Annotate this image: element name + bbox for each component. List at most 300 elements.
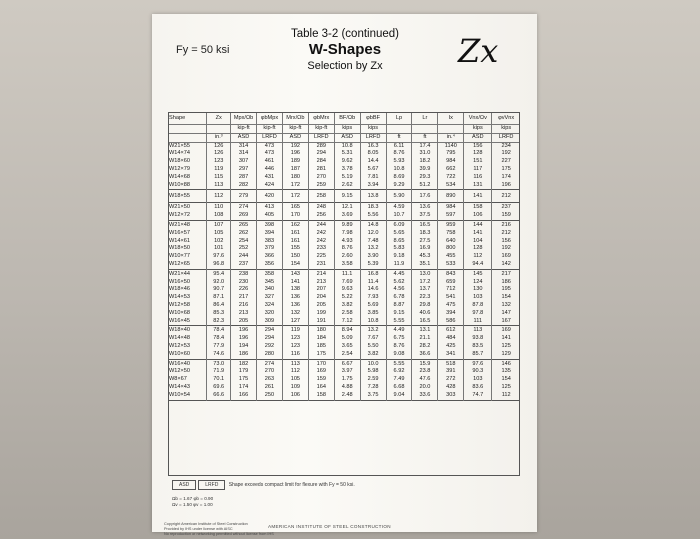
value-cell: 93.8	[464, 335, 492, 343]
value-cell: 14.8	[360, 220, 386, 229]
value-cell: 8.65	[386, 238, 412, 246]
value-cell: 73.0	[207, 359, 231, 368]
value-cell: 14.4	[360, 158, 386, 166]
value-cell: 984	[438, 158, 464, 166]
value-cell: 461	[257, 158, 283, 166]
value-cell: 541	[438, 294, 464, 302]
table-head	[168, 112, 520, 142]
value-cell: 31.0	[412, 150, 438, 158]
column-header: φvVnx	[492, 112, 520, 125]
value-cell: 97.8	[464, 310, 492, 318]
value-cell: 5.50	[360, 343, 386, 351]
value-cell: 141	[464, 230, 492, 238]
value-cell: 262	[231, 230, 257, 238]
column-header: kips	[360, 125, 386, 134]
w-shapes-table	[168, 112, 520, 401]
table-number: Table 3-2 (continued)	[290, 28, 400, 40]
value-cell: 108	[207, 212, 231, 220]
shape-cell: W14×61	[169, 237, 190, 244]
value-cell: 51.2	[412, 182, 438, 190]
shape-cell: W10×88	[169, 181, 190, 188]
value-cell: 265	[231, 220, 257, 229]
value-cell: 214	[308, 269, 334, 278]
value-cell: 126	[207, 142, 231, 150]
value-cell: 242	[308, 230, 334, 238]
value-cell: 424	[257, 182, 283, 190]
column-header: Lp	[386, 112, 412, 125]
value-cell: 242	[308, 238, 334, 246]
value-cell: 213	[308, 279, 334, 287]
value-cell: 10.8	[386, 166, 412, 174]
column-header: kip-ft	[282, 125, 308, 134]
value-cell: 167	[492, 318, 520, 326]
value-cell: 284	[308, 158, 334, 166]
shape-cell: W18×55	[168, 190, 207, 203]
value-cell: 29.8	[412, 302, 438, 310]
value-cell: 984	[438, 203, 464, 212]
value-cell: 205	[308, 302, 334, 310]
value-cell: 6.92	[386, 368, 412, 376]
value-cell: 473	[257, 150, 283, 158]
shape-cell: W8×67	[169, 376, 187, 383]
value-cell: 83.6	[464, 384, 492, 392]
shape-cell: W16×45	[169, 317, 190, 324]
table-title: W-Shapes	[308, 41, 382, 58]
value-cell: 179	[231, 368, 257, 376]
value-cell: 6.09	[386, 220, 412, 229]
table-row	[168, 326, 520, 335]
table-row	[168, 261, 520, 269]
copyright-line-2: Provided by IHS under license with AISC	[164, 526, 233, 531]
shape-cell: W14×74	[169, 150, 190, 157]
value-cell: 244	[308, 220, 334, 229]
column-header: LRFD	[492, 133, 520, 142]
value-cell: 4.45	[386, 269, 412, 278]
value-cell: 37.5	[412, 212, 438, 220]
table-row	[168, 384, 520, 392]
value-cell: 3.82	[334, 302, 360, 310]
value-cell: 212	[492, 190, 520, 203]
value-cell: 205	[231, 318, 257, 326]
shape-cell: W12×53	[169, 342, 190, 349]
value-cell: 233	[308, 245, 334, 253]
table-row	[168, 253, 520, 261]
value-cell: 103	[464, 294, 492, 302]
value-cell: 127	[282, 318, 308, 326]
table-row	[168, 245, 520, 253]
value-cell: 112	[492, 392, 520, 400]
value-cell: 294	[257, 326, 283, 335]
value-cell: 186	[492, 279, 520, 287]
value-cell: 82.3	[207, 318, 231, 326]
value-cell: 217	[492, 269, 520, 278]
value-cell: 77.9	[207, 343, 231, 351]
shape-cell: W18×46	[169, 286, 190, 293]
value-cell: 234	[492, 142, 520, 150]
value-cell: 294	[308, 150, 334, 158]
value-cell: 159	[308, 376, 334, 384]
column-header: Ix	[438, 112, 464, 125]
table-subtitle: Selection by Zx	[307, 60, 383, 72]
value-cell: 92.0	[207, 279, 231, 287]
value-cell: 256	[308, 212, 334, 220]
value-cell: 7.67	[360, 335, 386, 343]
value-cell: 8.94	[334, 326, 360, 335]
value-cell: 185	[308, 343, 334, 351]
value-cell: 13.2	[360, 245, 386, 253]
value-cell: 158	[464, 203, 492, 212]
shape-cell: W21×48	[168, 220, 207, 229]
table-row	[168, 238, 520, 246]
value-cell: 125	[492, 343, 520, 351]
value-cell: 90.3	[464, 368, 492, 376]
value-cell: 4.88	[334, 384, 360, 392]
value-cell: 4.49	[386, 326, 412, 335]
value-cell: 13.1	[412, 326, 438, 335]
value-cell: 8.76	[334, 245, 360, 253]
value-cell: 5.22	[334, 294, 360, 302]
value-cell: 104	[464, 238, 492, 246]
value-cell: 270	[308, 174, 334, 182]
value-cell: 3.97	[334, 368, 360, 376]
value-cell: 102	[207, 238, 231, 246]
value-cell: 189	[282, 158, 308, 166]
value-cell: 4.59	[386, 203, 412, 212]
value-cell: 9.04	[386, 392, 412, 400]
value-cell: 366	[257, 253, 283, 261]
table-row	[168, 376, 520, 384]
table-row	[168, 166, 520, 174]
copyright-line-1: Copyright American Institute of Steel Construction	[164, 522, 248, 526]
value-cell: 2.54	[334, 351, 360, 359]
table-row	[168, 294, 520, 302]
value-cell: 1140	[438, 142, 464, 150]
value-cell: 254	[231, 238, 257, 246]
table-row	[168, 318, 520, 326]
table-row	[168, 158, 520, 166]
value-cell: 292	[257, 343, 283, 351]
value-cell: 281	[308, 166, 334, 174]
table-row	[168, 150, 520, 158]
value-cell: 35.1	[412, 261, 438, 269]
value-cell: 216	[231, 302, 257, 310]
value-cell: 7.49	[386, 376, 412, 384]
value-cell: 94.4	[464, 261, 492, 269]
value-cell: 130	[464, 286, 492, 294]
value-cell: 7.93	[360, 294, 386, 302]
value-cell: 9.62	[334, 158, 360, 166]
value-cell: 161	[282, 230, 308, 238]
table-row	[168, 269, 520, 278]
table-row	[168, 279, 520, 287]
table-row	[168, 343, 520, 351]
value-cell: 192	[282, 142, 308, 150]
value-cell: 6.11	[386, 142, 412, 150]
value-cell: 15.9	[412, 359, 438, 368]
table-row	[168, 190, 520, 203]
value-cell: 3.58	[334, 261, 360, 269]
shape-cell: W14×53	[169, 294, 190, 301]
value-cell: 398	[257, 220, 283, 229]
value-cell: 147	[492, 310, 520, 318]
value-cell: 6.67	[334, 359, 360, 368]
value-cell: 132	[492, 302, 520, 310]
table-row	[168, 351, 520, 359]
value-cell: 36.6	[412, 351, 438, 359]
value-cell: 165	[282, 203, 308, 212]
value-cell: 5.69	[360, 302, 386, 310]
value-cell: 252	[231, 245, 257, 253]
value-cell: 16.9	[412, 245, 438, 253]
value-cell: 97.6	[207, 253, 231, 261]
value-cell: 4.56	[386, 286, 412, 294]
value-cell: 85.3	[207, 310, 231, 318]
value-cell: 18.3	[412, 230, 438, 238]
value-cell: 194	[231, 343, 257, 351]
value-cell: 394	[257, 230, 283, 238]
value-cell: 129	[492, 351, 520, 359]
value-cell: 248	[308, 203, 334, 212]
value-cell: 269	[231, 212, 257, 220]
value-cell: 96.8	[207, 261, 231, 269]
value-cell: 132	[282, 310, 308, 318]
value-cell: 843	[438, 269, 464, 278]
value-cell: 9.15	[334, 190, 360, 203]
value-cell: 9.89	[334, 220, 360, 229]
value-cell: 95.4	[207, 269, 231, 278]
value-cell: 156	[492, 238, 520, 246]
value-cell: 7.69	[334, 279, 360, 287]
shape-cell: W10×77	[169, 253, 190, 260]
value-cell: 166	[231, 392, 257, 400]
column-header	[412, 125, 438, 134]
value-cell: 237	[231, 261, 257, 269]
value-cell: 231	[308, 261, 334, 269]
value-cell: 10.8	[334, 142, 360, 150]
shape-cell: W12×58	[169, 301, 190, 308]
value-cell: 341	[438, 351, 464, 359]
value-cell: 431	[257, 174, 283, 182]
column-header: Mpx/Ωb	[231, 112, 257, 125]
value-cell: 151	[464, 158, 492, 166]
zx-symbol: Zx	[458, 32, 499, 70]
factor-legend	[172, 496, 213, 508]
shape-cell: W10×60	[169, 350, 190, 357]
legend-line-2: Ωv = 1.50 φv = 1.00	[172, 502, 213, 507]
shape-cell: W12×65	[169, 260, 190, 267]
value-cell: 184	[308, 335, 334, 343]
column-header: ft	[412, 133, 438, 142]
column-header: kip-ft	[257, 125, 283, 134]
value-cell: 9.18	[386, 253, 412, 261]
value-cell: 45.3	[412, 253, 438, 261]
value-cell: 420	[257, 190, 283, 203]
column-header: LRFD	[360, 133, 386, 142]
value-cell: 10.8	[360, 318, 386, 326]
value-cell: 135	[492, 368, 520, 376]
value-cell: 8.76	[386, 343, 412, 351]
value-cell: 270	[257, 368, 283, 376]
value-cell: 259	[308, 182, 334, 190]
value-cell: 959	[438, 220, 464, 229]
value-cell: 112	[282, 368, 308, 376]
value-cell: 795	[438, 150, 464, 158]
value-cell: 169	[308, 368, 334, 376]
value-cell: 533	[438, 261, 464, 269]
document-page	[152, 14, 537, 536]
shape-cell: W12×50	[169, 368, 190, 375]
value-cell: 33.6	[412, 392, 438, 400]
value-cell: 722	[438, 174, 464, 182]
table-row	[168, 392, 520, 400]
value-cell: 170	[282, 212, 308, 220]
value-cell: 191	[308, 318, 334, 326]
value-cell: 586	[438, 318, 464, 326]
column-header: φbBF	[360, 112, 386, 125]
value-cell: 2.58	[334, 310, 360, 318]
column-header: in.³	[207, 133, 231, 142]
value-cell: 123	[282, 343, 308, 351]
value-cell: 66.6	[207, 392, 231, 400]
value-cell: 428	[438, 384, 464, 392]
table-row	[168, 335, 520, 343]
value-cell: 213	[231, 310, 257, 318]
lrfd-label: LRFD	[198, 480, 225, 490]
yield-strength-label: Fy = 50 ksi	[176, 44, 230, 56]
value-cell: 116	[464, 174, 492, 182]
value-cell: 11.1	[334, 269, 360, 278]
value-cell: 8.69	[386, 174, 412, 182]
value-cell: 5.98	[360, 368, 386, 376]
column-header	[438, 125, 464, 134]
value-cell: 3.69	[334, 212, 360, 220]
column-header: Lr	[412, 112, 438, 125]
value-cell: 289	[308, 142, 334, 150]
value-cell: 13.2	[360, 326, 386, 335]
value-cell: 110	[207, 203, 231, 212]
value-cell: 217	[231, 294, 257, 302]
value-cell: 22.3	[412, 294, 438, 302]
value-cell: 105	[282, 376, 308, 384]
column-header	[386, 125, 412, 134]
value-cell: 356	[257, 261, 283, 269]
value-cell: 250	[257, 392, 283, 400]
value-cell: 196	[282, 150, 308, 158]
value-cell: 131	[464, 182, 492, 190]
value-cell: 5.19	[334, 174, 360, 182]
column-header: in.⁴	[438, 133, 464, 142]
value-cell: 455	[438, 253, 464, 261]
value-cell: 7.98	[334, 230, 360, 238]
value-cell: 117	[464, 166, 492, 174]
value-cell: 5.83	[386, 245, 412, 253]
value-cell: 413	[257, 203, 283, 212]
value-cell: 8.05	[360, 150, 386, 158]
publisher-footer: AMERICAN INSTITUTE OF STEEL CONSTRUCTION	[268, 524, 391, 529]
value-cell: 258	[308, 190, 334, 203]
value-cell: 106	[464, 212, 492, 220]
value-cell: 216	[492, 220, 520, 229]
value-cell: 175	[231, 376, 257, 384]
value-cell: 123	[207, 158, 231, 166]
copyright-notice	[164, 522, 274, 536]
value-cell: 3.75	[360, 392, 386, 400]
value-cell: 3.82	[360, 351, 386, 359]
value-cell: 128	[464, 150, 492, 158]
value-cell: 29.3	[412, 174, 438, 182]
value-cell: 105	[207, 230, 231, 238]
value-cell: 2.62	[334, 182, 360, 190]
value-cell: 662	[438, 166, 464, 174]
value-cell: 199	[308, 310, 334, 318]
value-cell: 6.78	[386, 294, 412, 302]
column-header: φbMrx	[308, 112, 334, 125]
value-cell: 164	[308, 384, 334, 392]
value-cell: 154	[492, 294, 520, 302]
value-cell: 8.87	[386, 302, 412, 310]
value-cell: 186	[231, 351, 257, 359]
value-cell: 11.4	[360, 279, 386, 287]
value-cell: 327	[257, 294, 283, 302]
value-cell: 106	[282, 392, 308, 400]
value-cell: 17.4	[412, 142, 438, 150]
value-cell: 196	[231, 335, 257, 343]
table-row	[168, 220, 520, 229]
value-cell: 27.5	[412, 238, 438, 246]
value-cell: 309	[257, 318, 283, 326]
value-cell: 890	[438, 190, 464, 203]
header-row	[168, 125, 520, 134]
value-cell: 226	[231, 286, 257, 294]
column-header	[207, 125, 231, 134]
table-header	[240, 28, 450, 72]
value-cell: 169	[492, 326, 520, 335]
value-cell: 612	[438, 326, 464, 335]
value-cell: 161	[282, 238, 308, 246]
shape-cell: W10×54	[169, 391, 190, 398]
copyright-line-3: No reproduction or networking permitted without license from IHS	[164, 531, 274, 536]
value-cell: 14.6	[360, 286, 386, 294]
column-header: Shape	[168, 112, 207, 125]
value-cell: 484	[438, 335, 464, 343]
value-cell: 17.6	[412, 190, 438, 203]
value-cell: 446	[257, 166, 283, 174]
column-header: kips	[492, 125, 520, 134]
table-row	[168, 359, 520, 368]
column-header: φbMpx	[257, 112, 283, 125]
table-row	[168, 142, 520, 150]
value-cell: 712	[438, 286, 464, 294]
value-cell: 172	[282, 182, 308, 190]
table-row	[168, 368, 520, 376]
table-row	[168, 286, 520, 294]
value-cell: 6.75	[386, 335, 412, 343]
legend-line-1: Ωb = 1.67 φb = 0.90	[172, 496, 214, 501]
value-cell: 74.6	[207, 351, 231, 359]
value-cell: 174	[231, 384, 257, 392]
value-cell: 13.7	[412, 286, 438, 294]
value-cell: 5.93	[386, 158, 412, 166]
value-cell: 172	[282, 190, 308, 203]
value-cell: 345	[257, 279, 283, 287]
value-cell: 11.9	[386, 261, 412, 269]
value-cell: 143	[282, 269, 308, 278]
value-cell: 83.5	[464, 343, 492, 351]
value-cell: 3.94	[360, 182, 386, 190]
column-header: kip-ft	[231, 125, 257, 134]
value-cell: 473	[257, 142, 283, 150]
value-cell: 394	[438, 310, 464, 318]
